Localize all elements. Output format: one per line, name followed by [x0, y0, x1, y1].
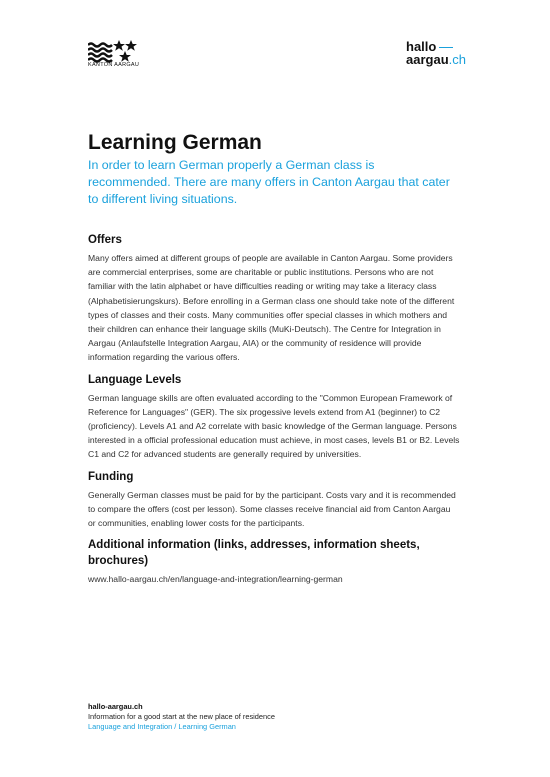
page-title: Learning German	[88, 131, 262, 154]
brand-dash-icon	[439, 47, 453, 49]
info-link[interactable]: www.hallo-aargau.ch/en/language-and-integration/learning-german	[88, 574, 343, 585]
brand-line2: aargau	[406, 52, 449, 67]
section-body: Many offers aimed at different groups of people are available in Canton Aargau. Some providers are commercial enterprises, some are charitable or public institutions. Persons who are not familiar with the latin alphabet or have difficulties reading or writing may take a literacy class (Alphabetisierungskurs). Before enrolling in a German class one should take note of the different types of classes and their costs. Many communities offer special classes in which mothers and their children can enhance their language skills (MuKi-Deutsch). The Centre for Integration in Aargau (Anlaufstelle Integration Aargau, AIA) or the community of residence will provide information regarding the various offers.	[88, 253, 455, 363]
section-offers	[88, 232, 460, 365]
page-footer	[88, 702, 275, 732]
footer-site[interactable]: hallo-aargau.ch	[88, 702, 143, 711]
section-funding	[88, 469, 460, 531]
section-language-levels	[88, 372, 460, 462]
section-heading: Offers	[88, 234, 122, 246]
content-body	[88, 232, 460, 593]
section-body: Generally German classes must be paid for by the participant. Costs vary and it is recommended to compare the offers (cost per lesson). Some classes receive financial aid from Canton Aargau or communities, enabling lower costs for the participants.	[88, 489, 456, 529]
intro-text: In order to learn German properly a German class is recommended. There are many offers in Canton Aargau that cater to different living situations.	[88, 158, 450, 206]
brand-suffix: .ch	[448, 52, 466, 67]
hallo-aargau-logo	[406, 40, 466, 66]
section-heading: Language Levels	[88, 373, 182, 386]
footer-breadcrumb: Language and Integration / Learning German	[88, 722, 236, 731]
section-additional-information	[88, 537, 460, 586]
kanton-aargau-logo-icon	[88, 40, 148, 64]
footer-tagline: Information for a good start at the new place of residence	[88, 712, 275, 721]
section-body: German language skills are often evaluated according to the "Common European Framework of Reference for Languages" (GER). The six progessive levels extend from A1 (beginner) to C2 (proficiency). Levels A1 and A2 correlate with basic knowledge of the German language. Persons interested in a official professional education must achieve, in most cases, levels B1 or B2. Levels C1 and C2 for advanced students are generally required by universities.	[88, 392, 460, 460]
kanton-aargau-label: KANTON AARGAU	[88, 62, 140, 68]
brand-line1: hallo	[406, 39, 437, 54]
section-heading: Funding	[88, 470, 134, 483]
section-heading: Additional information (links, addresses, information sheets, brochures)	[88, 539, 420, 568]
